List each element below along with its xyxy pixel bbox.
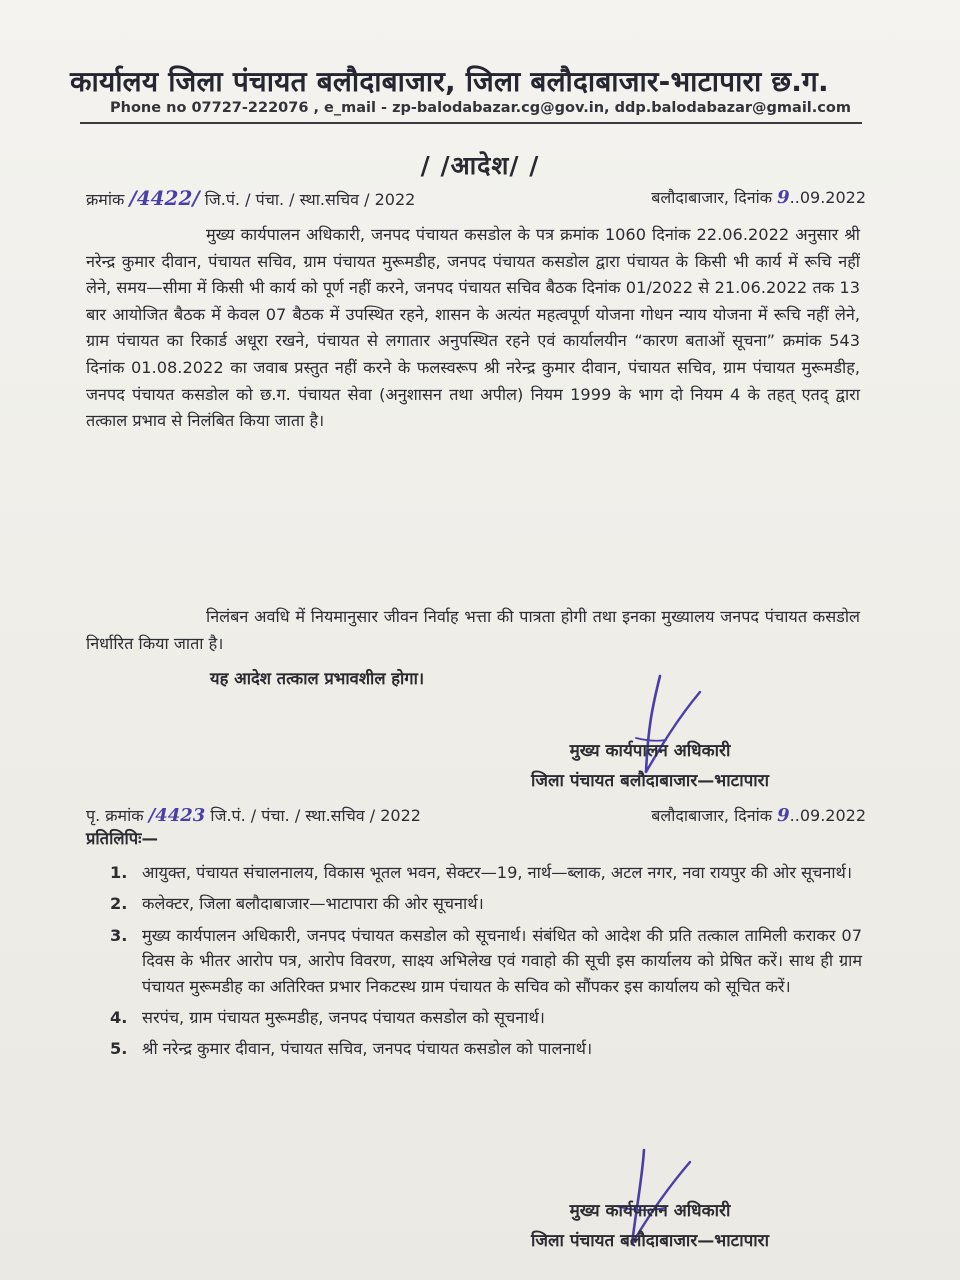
signature-block-1 (440, 736, 860, 796)
list-item: 5. श्री नरेन्द्र कुमार दीवान, पंचायत सचिव, जनपद पंचायत कसडोल को पालनार्थ। (110, 1039, 593, 1059)
signatory-designation-2: मुख्य कार्यपालन अधिकारी (569, 1201, 731, 1221)
place-date-label-2: बलौदाबाजार, दिनांक (651, 806, 773, 825)
office-contact-line: Phone no 07727-222076 , e_mail - zp-balodabazar.cg@gov.in, ddp.balodabazar@gmail.com (110, 100, 851, 116)
list-item: 3. मुख्य कार्यपालन अधिकारी, जनपद पंचायत कसडोल को सूचनार्थ। संबंधित को आदेश की प्रति तत्काल तामिली कराकर 07 दिवस के भीतर आरोप पत्र, आरोप विवरण, साक्ष्य अभिलेख एवं गवाहो की सूची इस कार्यालय को प्रेषित करें। साथ ही ग्राम पंचायत मुरूमडीह का अतिरिक्त प्रभार निकटस्थ ग्राम पंचायत के सचिव को सौंपकर इस कार्यालय को सूचित करें। (110, 925, 862, 996)
header-divider (80, 122, 862, 124)
reference-suffix: जि.पं. / पंचा. / स्था.सचिव / 2022 (204, 190, 416, 209)
copy-to-label: प्रतिलिपिः— (86, 829, 159, 848)
handwritten-date-day: 9 (777, 187, 790, 208)
order-paragraph-2: निलंबन अवधि में नियमानुसार जीवन निर्वाह भत्ता की पात्रता होगी तथा इनका मुख्यालय जनपद पंचायत कसडोल निर्धारित किया जाता है। (86, 607, 860, 653)
signatory-designation: मुख्य कार्यपालन अधिकारी (569, 741, 731, 761)
copy-list (110, 860, 862, 1068)
endorsement-prefix: पृ. क्रमांक (86, 806, 144, 825)
list-item: 1. आयुक्त, पंचायत संचालनालय, विकास भूतल भवन, सेक्टर—19, नार्थ—ब्लाक, अटल नगर, नवा रायपुर की ओर सूचनार्थ। (110, 863, 853, 882)
handwritten-order-number: /4422/ (129, 186, 200, 210)
date-rest-2: ..09.2022 (789, 806, 866, 825)
date-rest: ..09.2022 (789, 188, 866, 207)
place-date-label: बलौदाबाजार, दिनांक (651, 188, 773, 207)
order-paragraph-1: मुख्य कार्यपालन अधिकारी, जनपद पंचायत कसडोल के पत्र क्रमांक 1060 दिनांक 22.06.2022 अनुसार श्री नरेन्द्र कुमार दीवान, पंचायत सचिव, ग्राम पंचायत मुरूमडीह, जनपद पंचायत कसडोल द्वारा पंचायत के किसी भी कार्य में रूचि नहीं लेने, समय—सीमा में किसी भी कार्य को पूर्ण नहीं करने, जनपद पंचायत सचिव बैठक दिनांक 01/2022 से 21.06.2022 तक 13 बार आयोजित बैठक में केवल 07 बैठक में उपस्थित रहने, शासन के अत्यंत महत्वपूर्ण योजना गोधन न्याय योजना में रूचि नहीं लेने, ग्राम पंचायत का रिकार्ड अधूरा रखने, पंचायत से लगातार अनुपस्थित रहने एवं कार्यालयीन “कारण बताओं सूचना” क्रमांक 543 दिनांक 01.08.2022 का जवाब प्रस्तुत नहीं करने के फलस्वरूप श्री नरेन्द्र कुमार दीवान, पंचायत सचिव, ग्राम पंचायत मुरूमडीह, जनपद पंचायत कसडोल को छ.ग. पंचायत सेवा (अनुशासन तथा अपील) नियम 1999 के भाग दो नियम 4 के तहत् एतद् द्वारा तत्काल प्रभाव से निलंबित किया जाता है। (86, 225, 860, 431)
effective-statement: यह आदेश तत्काल प्रभावशील होगा। (210, 669, 425, 688)
reference-row-2 (86, 804, 866, 832)
list-item: 2. कलेक्टर, जिला बलौदाबाजार—भाटापारा की ओर सूचनार्थ। (110, 894, 484, 914)
reference-prefix: क्रमांक (86, 190, 125, 209)
signatory-office: जिला पंचायत बलौदाबाजार—भाटापारा (530, 771, 770, 791)
signatory-office-2: जिला पंचायत बलौदाबाजार—भाटापारा (530, 1231, 770, 1251)
order-heading: / /आदेश/ / (420, 151, 540, 180)
signature-block-2 (440, 1196, 860, 1256)
list-item: 4. सरपंच, ग्राम पंचायत मुरूमडीह, जनपद पंचायत कसडोल को सूचनार्थ। (110, 1008, 545, 1028)
office-letterhead-title: कार्यालय जिला पंचायत बलौदाबाजार, जिला बलौदाबाजार-भाटापारा छ.ग. (70, 65, 829, 98)
endorsement-suffix: जि.पं. / पंचा. / स्था.सचिव / 2022 (210, 806, 421, 825)
handwritten-date-day-2: 9 (777, 805, 790, 826)
reference-row-1 (86, 186, 866, 214)
handwritten-endorsement-number: /4423 (148, 805, 206, 826)
